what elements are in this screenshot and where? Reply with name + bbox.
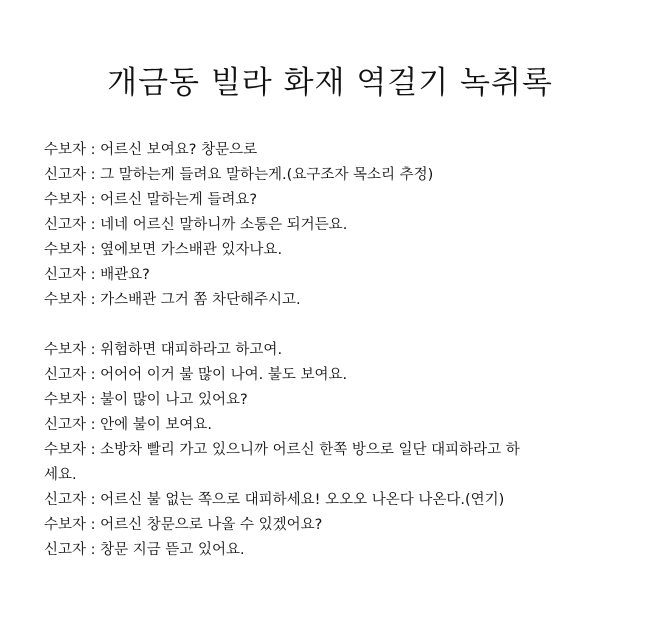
document-title: 개금동 빌라 화재 역걸기 녹취록 [107,64,553,101]
transcript-line [44,288,624,313]
speaker-label: 신고자 : [44,492,100,508]
utterance-text: 불이 많이 나고 있어요? [100,392,248,408]
speaker-label: 수보자 : [44,242,100,258]
speaker-label: 수보자 : [44,442,100,458]
utterance-text: 그 말하는게 들려요 말하는게.(요구조자 목소리 추정) [100,167,434,183]
speaker-label: 신고자 : [44,267,100,283]
transcript-line [44,363,624,388]
transcript-line [44,388,624,413]
utterance-text: 옆에보면 가스배관 있자나요. [100,242,283,258]
transcript-line [44,138,624,163]
transcript-line [44,488,624,513]
speaker-label: 신고자 : [44,217,100,233]
transcript-line [44,538,624,563]
transcript-line [44,413,624,438]
utterance-text: 어르신 불 없는 쪽으로 대피하세요! 오오오 나온다 나온다.(연기) [100,492,505,508]
transcript [44,138,624,563]
speaker-label: 수보자 : [44,392,100,408]
speaker-label: 신고자 : [44,417,100,433]
utterance-text: 어르신 보여요? 창문으로 [100,142,258,158]
utterance-continuation: 세요. [44,467,77,483]
transcript-line-continuation [44,463,624,488]
transcript-line [44,163,624,188]
speaker-label: 신고자 : [44,167,100,183]
utterance-text: 소방차 빨리 가고 있으니까 어르신 한쪽 방으로 일단 대피하라고 하 [100,442,520,458]
transcript-line [44,513,624,538]
utterance-text: 네네 어르신 말하니까 소통은 되거든요. [100,217,348,233]
utterance-text: 어어어 이거 불 많이 나여. 불도 보여요. [100,367,348,383]
speaker-label: 수보자 : [44,342,100,358]
transcript-line [44,238,624,263]
utterance-text: 배관요? [100,267,150,283]
speaker-label: 신고자 : [44,542,100,558]
speaker-label: 수보자 : [44,292,100,308]
speaker-label: 수보자 : [44,192,100,208]
paragraph-gap [44,313,624,338]
speaker-label: 신고자 : [44,367,100,383]
utterance-text: 창문 지금 뜯고 있어요. [100,542,245,558]
transcript-line [44,338,624,363]
transcript-line [44,438,624,463]
transcript-line [44,188,624,213]
utterance-text: 어르신 창문으로 나올 수 있겠어요? [100,517,323,533]
utterance-text: 어르신 말하는게 들려요? [100,192,258,208]
utterance-text: 가스배관 그거 쫌 차단해주시고. [100,292,301,308]
utterance-text: 안에 불이 보여요. [100,417,213,433]
utterance-text: 위험하면 대피하라고 하고여. [100,342,283,358]
speaker-label: 수보자 : [44,142,100,158]
transcript-line [44,213,624,238]
transcript-line [44,263,624,288]
speaker-label: 수보자 : [44,517,100,533]
